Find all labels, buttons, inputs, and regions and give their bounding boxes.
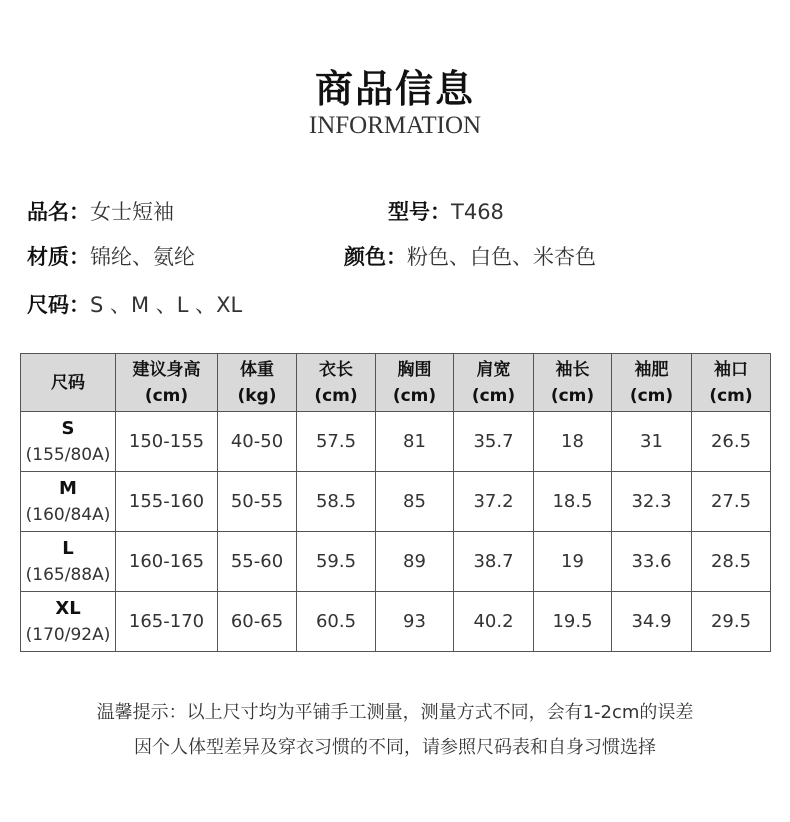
cell-chest: 85 bbox=[376, 472, 454, 532]
cell-sleeve-length: 19 bbox=[534, 532, 612, 592]
header-length: 衣长 (cm) bbox=[297, 354, 376, 412]
cell-height: 155-160 bbox=[116, 472, 218, 532]
table-row bbox=[21, 532, 771, 592]
table-row bbox=[21, 412, 771, 472]
cell-length: 57.5 bbox=[297, 412, 376, 472]
product-name-value: 女士短袖 bbox=[90, 200, 174, 224]
header-weight: 体重 (kg) bbox=[218, 354, 297, 412]
info-size bbox=[27, 289, 242, 319]
cell-weight: 55-60 bbox=[218, 532, 297, 592]
cell-sleeve-width: 33.6 bbox=[612, 532, 692, 592]
cell-weight: 40-50 bbox=[218, 412, 297, 472]
page-subtitle: INFORMATION bbox=[308, 112, 482, 139]
cell-cuff: 26.5 bbox=[692, 412, 771, 472]
cell-size: L (165/88A) bbox=[21, 532, 116, 592]
material-label: 材质： bbox=[27, 245, 90, 269]
header-chest: 胸围 (cm) bbox=[376, 354, 454, 412]
size-chart-table bbox=[20, 353, 771, 652]
info-product-name bbox=[27, 196, 174, 226]
model-value: T468 bbox=[451, 200, 504, 224]
header-shoulder: 肩宽 (cm) bbox=[454, 354, 534, 412]
material-value: 锦纶、氨纶 bbox=[90, 245, 195, 269]
cell-size: M (160/84A) bbox=[21, 472, 116, 532]
cell-shoulder: 40.2 bbox=[454, 592, 534, 652]
info-material bbox=[27, 241, 195, 271]
cell-length: 60.5 bbox=[297, 592, 376, 652]
cell-chest: 89 bbox=[376, 532, 454, 592]
cell-sleeve-length: 19.5 bbox=[534, 592, 612, 652]
info-model bbox=[388, 196, 504, 226]
table-row bbox=[21, 592, 771, 652]
cell-cuff: 27.5 bbox=[692, 472, 771, 532]
cell-height: 160-165 bbox=[116, 532, 218, 592]
size-value: S 、M 、L 、XL bbox=[90, 293, 243, 317]
cell-sleeve-width: 34.9 bbox=[612, 592, 692, 652]
table-row bbox=[21, 472, 771, 532]
cell-shoulder: 37.2 bbox=[454, 472, 534, 532]
cell-length: 58.5 bbox=[297, 472, 376, 532]
note-line-1: 温馨提示：以上尺寸均为平铺手工测量，测量方式不同，会有1-2cm的误差 bbox=[96, 702, 694, 723]
product-name-label: 品名： bbox=[27, 200, 90, 224]
cell-length: 59.5 bbox=[297, 532, 376, 592]
cell-sleeve-length: 18.5 bbox=[534, 472, 612, 532]
table-header-row bbox=[21, 354, 771, 412]
cell-height: 165-170 bbox=[116, 592, 218, 652]
cell-weight: 50-55 bbox=[218, 472, 297, 532]
cell-cuff: 28.5 bbox=[692, 532, 771, 592]
cell-size: S (155/80A) bbox=[21, 412, 116, 472]
header-size: 尺码 bbox=[21, 354, 116, 412]
cell-sleeve-width: 32.3 bbox=[612, 472, 692, 532]
cell-sleeve-width: 31 bbox=[612, 412, 692, 472]
page-title: 商品信息 bbox=[314, 67, 475, 111]
cell-size: XL (170/92A) bbox=[21, 592, 116, 652]
note-line-2: 因个人体型差异及穿衣习惯的不同，请参照尺码表和自身习惯选择 bbox=[134, 737, 656, 758]
cell-weight: 60-65 bbox=[218, 592, 297, 652]
cell-sleeve-length: 18 bbox=[534, 412, 612, 472]
cell-shoulder: 38.7 bbox=[454, 532, 534, 592]
size-label: 尺码： bbox=[27, 293, 90, 317]
cell-chest: 81 bbox=[376, 412, 454, 472]
color-label: 颜色： bbox=[344, 245, 407, 269]
cell-height: 150-155 bbox=[116, 412, 218, 472]
model-label: 型号： bbox=[388, 200, 451, 224]
cell-shoulder: 35.7 bbox=[454, 412, 534, 472]
cell-cuff: 29.5 bbox=[692, 592, 771, 652]
header-height: 建议身高 (cm) bbox=[116, 354, 218, 412]
color-value: 粉色、白色、米杏色 bbox=[407, 245, 596, 269]
header-cuff: 袖口 (cm) bbox=[692, 354, 771, 412]
cell-chest: 93 bbox=[376, 592, 454, 652]
info-color bbox=[344, 241, 596, 271]
header-sleeve-length: 袖长 (cm) bbox=[534, 354, 612, 412]
header-sleeve-width: 袖肥 (cm) bbox=[612, 354, 692, 412]
